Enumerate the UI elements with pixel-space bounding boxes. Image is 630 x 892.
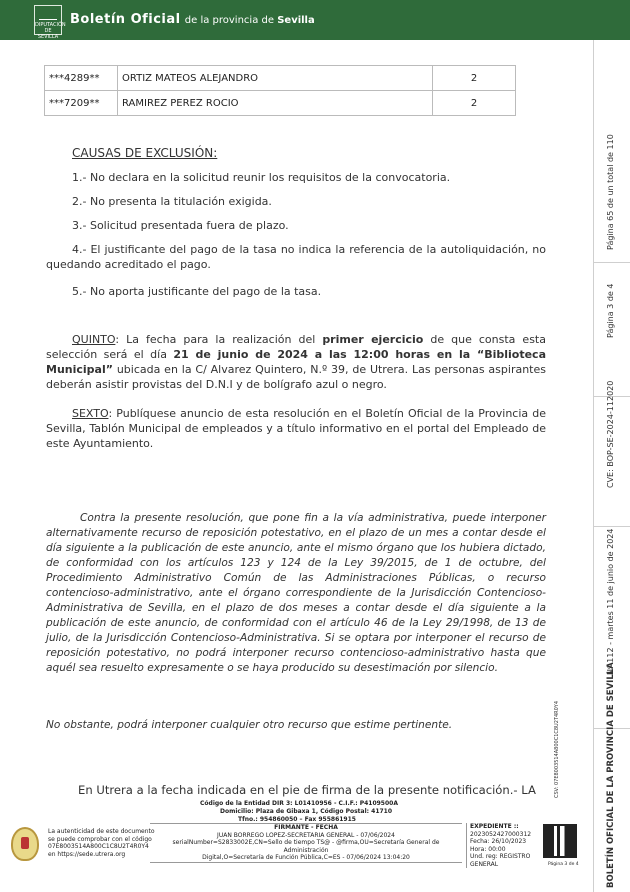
expediente-line: Fecha: 26/10/2023 xyxy=(470,838,527,845)
logo-mark-icon xyxy=(39,9,57,20)
name-cell: ORTIZ MATEOS ALEJANDRO xyxy=(118,66,433,91)
verify-code: 07E8003514A800C1C8U2T4R0Y4 xyxy=(48,843,149,850)
firmante-head: FIRMANTE - FECHA xyxy=(274,824,338,831)
entity-phone: Tfno.: 954860050 – Fax 955861915 xyxy=(238,816,356,823)
title-city: Sevilla xyxy=(277,15,315,26)
diputacion-logo xyxy=(34,5,66,40)
sidebar-pages-total: Página 65 de un total de 110 xyxy=(606,134,615,250)
entity-code: Código de la Entidad DIR 3: L01410956 - C.I.F.: P4109500A xyxy=(200,800,398,807)
quinto-bold: primer ejercicio xyxy=(322,333,424,346)
quinto-text: de que consta esta selección será el día xyxy=(46,333,546,361)
bulletin-header xyxy=(0,0,630,40)
logo-text: DIPUTACIÓN DE SEVILLA xyxy=(35,22,66,40)
causa-item: 2.- No presenta la titulación exigida. xyxy=(72,195,272,208)
qr-code-icon xyxy=(543,824,577,858)
quinto-label: QUINTO xyxy=(72,333,116,346)
verify-url[interactable]: en https://sede.utrera.org xyxy=(48,850,126,858)
sexto-label: SEXTO xyxy=(72,407,109,420)
verify-block xyxy=(48,828,155,858)
csv-vertical: CSV: 07E8003514A800C1C8U2T4R0Y4 xyxy=(554,700,560,798)
expediente-line: Hora: 00:00 xyxy=(470,845,506,853)
expediente-line: Und. reg: REGISTRO GENERAL xyxy=(470,853,531,868)
firmante-line: JUAN BORREGO LOPEZ-SECRETARIA GENERAL - 07/06/2024 xyxy=(217,831,395,839)
causas-title: CAUSAS DE EXCLUSIÓN: xyxy=(72,146,218,160)
sidebar-cve: CVE: BOP-SE-2024-112020 xyxy=(606,380,615,488)
closing-line: En Utrera a la fecha indicada en el pie de firma de la presente notificación.- LA xyxy=(78,783,536,797)
title-bold: Boletín Oficial xyxy=(70,12,181,27)
causa-item: 1.- No declara en la solicitud reunir los requisitos de la convocatoria. xyxy=(72,171,451,184)
bulletin-title xyxy=(70,12,315,27)
quinto-date: 21 de junio de 2024 a las 12:00 horas en la “Biblioteca Municipal” xyxy=(46,348,546,376)
causa-cell: 2 xyxy=(433,66,516,91)
sexto-text: : Publíquese anuncio de esta resolución en el Boletín Oficial de la Provincia de Sevilla, Tablón Municipal de empleados y a título informativo en el portal del Empleado de este Ayuntamiento. xyxy=(46,407,546,450)
sidebar-issue: Nº 112 - martes 11 de junio de 2024 xyxy=(606,528,615,675)
utrera-seal-icon xyxy=(11,827,39,861)
verify-line: La autenticidad de este documento xyxy=(48,828,155,835)
firmante-line: serialNumber=S2833002E,CN=Sello de tiempo TS@ - @firma,OU=Secretaría General de Administración xyxy=(172,839,440,854)
expediente-line: 2023052427000312 xyxy=(470,830,532,838)
firmante-line: Digital,O=Secretaría de Función Pública,C=ES - 07/06/2024 13:04:20 xyxy=(202,854,410,861)
expediente-head: EXPEDIENTE :: xyxy=(470,823,519,830)
recurso-paragraph: Contra la presente resolución, que pone fin a la vía administrativa, puede interponer alternativamente recurso de reposición potestativo, en el plazo de un mes a contar desde el día siguiente a la publicación de este anuncio, ante el mismo órgano que los hubiera dictado, de conformidad con los artículos 123 y 124 de la Ley 39/2015, de 1 de octubre, del Procedimiento Administrativo Común de las Administraciones Públicas, o recurso contencioso-administrativo, ante el órgano correspondiente de la Jurisdicción Contencioso-Administrativa de Sevilla, en el plazo de dos meses a contar desde el día siguiente a la publicación de este anuncio, de conformidad con el artículo 46 de la Ley 29/1998, de 13 de julio, de la Jurisdicción Contencioso-Administrativa. Si se optara por interponer el recurso de reposición potestativo, no podrá interponer recurso contencioso-administrativo hasta que aquél sea resuelto expresamente o se haya producido su desestimación por silencio. xyxy=(46,512,546,674)
dni-cell: ***4289** xyxy=(45,66,118,91)
sexto-paragraph xyxy=(46,406,546,451)
causa-cell: 2 xyxy=(433,91,516,116)
firmante-block xyxy=(150,823,462,863)
quinto-text: ubicada en la C/ Alvarez Quintero, N.º 39, de Utrera. Las personas aspirantes deberán asistir provistas del D.N.I y de bolígrafo azul o negro. xyxy=(46,363,546,391)
causa-item: 3.- Solicitud presentada fuera de plazo. xyxy=(72,219,289,232)
causa-item: 4.- El justificante del pago de la tasa no indica la referencia de la autoliquidación, no quedando acreditado el pago. xyxy=(46,243,546,271)
title-rest: de la provincia de xyxy=(184,15,275,26)
sidebar-page: Página 3 de 4 xyxy=(606,283,615,338)
quinto-paragraph xyxy=(46,332,546,392)
table-row xyxy=(45,91,516,116)
table-row xyxy=(45,66,516,91)
footer-page-label: Página 3 de 4 xyxy=(548,862,579,867)
verify-line: se puede comprobar con el código xyxy=(48,835,152,843)
sidebar-bulletin-name: BOLETÍN OFICIAL DE LA PROVINCIA DE SEVILLA xyxy=(606,662,616,888)
recurso-note: No obstante, podrá interponer cualquier otro recurso que estime pertinente. xyxy=(46,719,453,731)
excluded-table xyxy=(44,65,516,116)
name-cell: RAMIREZ PEREZ ROCIO xyxy=(118,91,433,116)
expediente-block xyxy=(466,823,542,868)
dni-cell: ***7209** xyxy=(45,91,118,116)
entity-address: Domicilio: Plaza de Gibaxa 1, Código Postal: 41710 xyxy=(220,808,393,815)
quinto-text: : La fecha para la realización del xyxy=(115,333,323,346)
causa-item: 5.- No aporta justificante del pago de la tasa. xyxy=(72,285,322,298)
